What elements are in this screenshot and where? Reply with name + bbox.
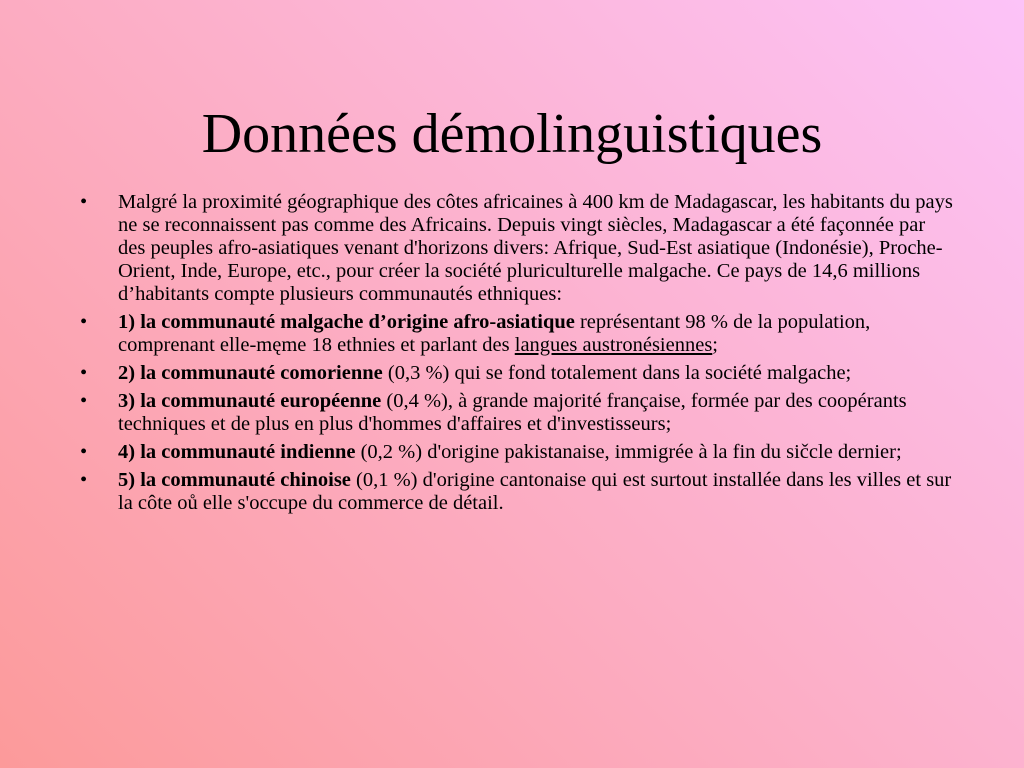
bullet-item-indienne xyxy=(80,441,955,464)
bullet-after: ; xyxy=(712,334,718,356)
bullet-heading: 5) la communauté chinoise xyxy=(118,469,351,491)
bullet-body: Malgré la proximité géographique des côtes africaines à 400 km de Madagascar, les habitants du pays ne se reconnaissent pas comme des Africains. Depuis vingt siècles, Madagascar a été façonnée par des peuples afro-asiatiques venant d'horizons divers: Afrique, Sud-Est asiatique (Indonésie), Proche-Orient, Inde, Europe, etc., pour créer la société pluriculturelle malgache. Ce pays de 14,6 millions d’habitants compte plusieurs communautés ethniques: xyxy=(118,191,953,305)
bullet-heading: 3) la communauté européenne xyxy=(118,390,382,412)
bullet-icon: • xyxy=(80,390,88,412)
bullet-item-intro xyxy=(80,191,955,306)
bullet-body: (0,4 %), à grande majorité française, formée par des coopérants techniques et de plus en plus d'hommes d'affaires et d'investisseurs; xyxy=(118,390,907,435)
bullet-text xyxy=(118,469,951,514)
bullet-item-europeenne xyxy=(80,390,955,436)
bullet-text xyxy=(118,191,953,305)
bullet-text xyxy=(118,362,851,384)
bullet-body: (0,1 %) d'origine cantonaise qui est surtout installée dans les villes et sur la côte oů elle s'occupe du commerce de détail. xyxy=(118,469,952,514)
langues-austronesiennes-link[interactable]: langues austronésiennes xyxy=(514,334,713,356)
bullet-icon: • xyxy=(80,441,88,463)
slide-title: Données démolinguistiques xyxy=(201,103,823,165)
bullet-body: (0,3 %) qui se fond totalement dans la société malgache; xyxy=(382,362,852,384)
bullet-heading: 1) la communauté malgache d’origine afro-asiatique xyxy=(118,311,575,333)
bullet-item-malgache xyxy=(80,311,955,357)
bullet-heading: 4) la communauté indienne xyxy=(118,441,356,463)
bullet-item-comorienne xyxy=(80,362,955,385)
bullet-list xyxy=(80,191,955,520)
bullet-body: (0,2 %) d'origine pakistanaise, immigrée à la fin du sičcle dernier; xyxy=(355,441,902,463)
bullet-icon: • xyxy=(80,191,88,213)
bullet-item-chinoise xyxy=(80,469,955,515)
bullet-heading: 2) la communauté comorienne xyxy=(118,362,383,384)
bullet-text xyxy=(118,390,907,435)
bullet-body: représentant 98 % de la population, comprenant elle-męme 18 ethnies et parlant des xyxy=(118,311,871,356)
bullet-icon: • xyxy=(80,362,88,384)
bullet-text xyxy=(118,311,870,356)
bullet-text xyxy=(118,441,902,463)
bullet-icon: • xyxy=(80,469,88,491)
bullet-icon: • xyxy=(80,311,88,333)
